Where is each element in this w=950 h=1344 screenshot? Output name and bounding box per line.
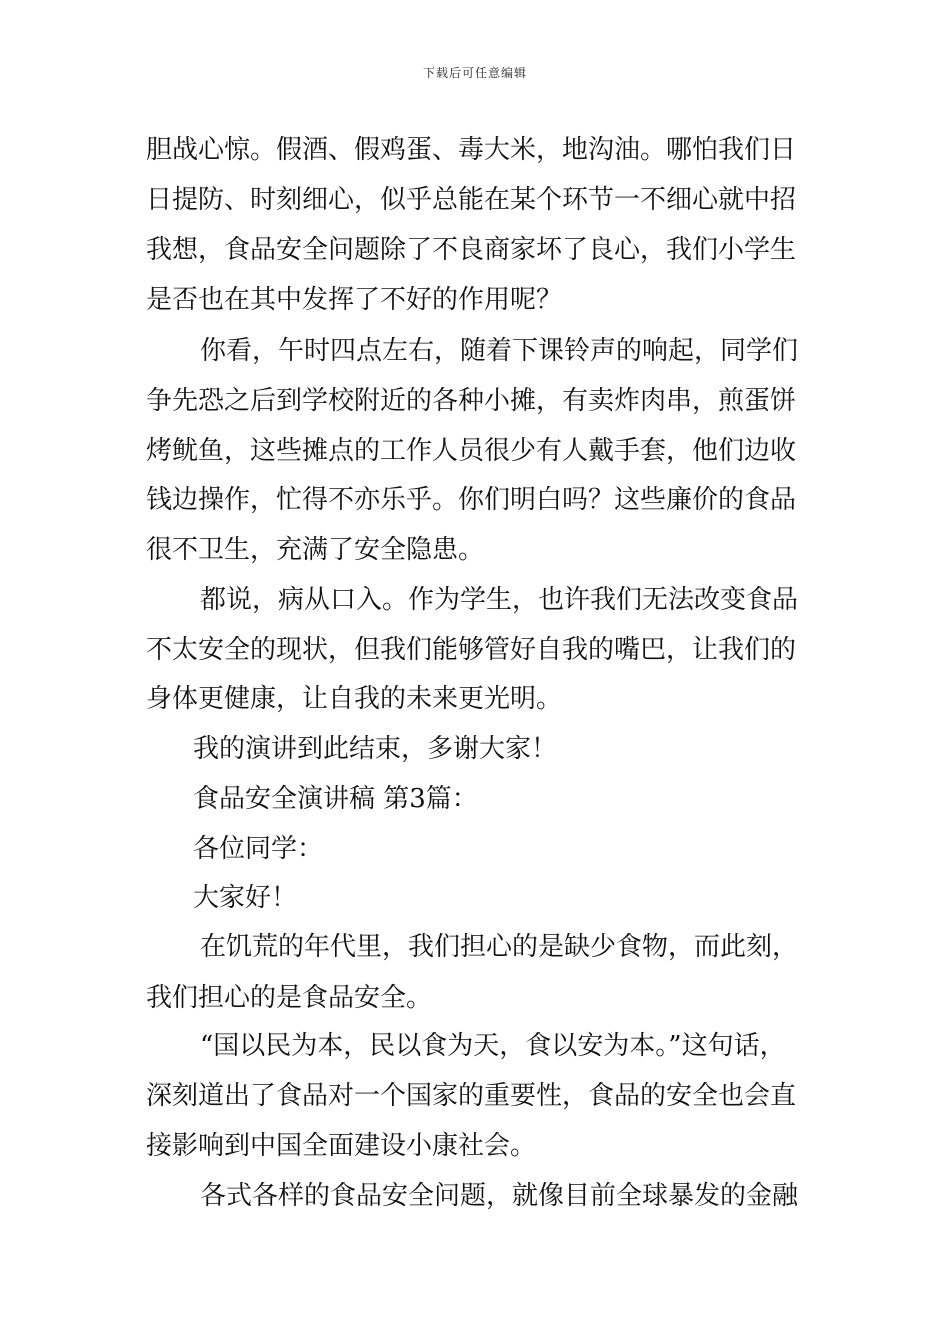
text-line-10: 都说，病从口入。作为学生，也许我们无法改变食品	[200, 585, 799, 615]
text-line-7: 烤鱿鱼，这些摊点的工作人员很少有人戴手套，他们边收	[146, 436, 797, 466]
text-line-5: 你看，午时四点左右，随着下课铃声的响起，同学们	[200, 336, 799, 366]
text-line-9: 很不卫生，充满了安全隐患。	[146, 535, 485, 565]
text-line-8: 钱边操作，忙得不亦乐乎。你们明白吗？这些廉价的食品	[146, 485, 797, 515]
text-line-22: 各式各样的食品安全问题，就像目前全球暴发的金融	[200, 1181, 799, 1211]
text-line-4: 是否也在其中发挥了不好的作用呢？	[146, 285, 563, 315]
text-line-17: 在饥荒的年代里，我们担心的是缺少食物，而此刻，	[200, 932, 799, 962]
text-line-16: 大家好！	[193, 883, 298, 913]
text-line-12: 身体更健康，让自我的未来更光明。	[146, 684, 563, 714]
text-line-15: 各位同学：	[193, 834, 324, 864]
text-line-13: 我的演讲到此结束，多谢大家！	[193, 734, 558, 764]
text-line-14: 食品安全演讲稿 第3篇：	[193, 784, 478, 814]
text-line-1: 胆战心惊。假酒、假鸡蛋、毒大米，地沟油。哪怕我们日	[146, 135, 797, 165]
text-line-6: 争先恐之后到学校附近的各种小摊，有卖炸肉串，煎蛋饼	[146, 386, 797, 416]
text-line-20: 深刻道出了食品对一个国家的重要性，食品的安全也会直	[146, 1081, 797, 1111]
text-line-11: 不太安全的现状，但我们能够管好自我的嘴巴，让我们的	[146, 635, 797, 665]
text-line-19: “国以民为本，民以食为天，食以安为本。”这句话，	[200, 1031, 786, 1061]
text-line-21: 接影响到中国全面建设小康社会。	[146, 1131, 537, 1161]
text-line-18: 我们担心的是食品安全。	[146, 983, 433, 1013]
text-line-3: 我想，食品安全问题除了不良商家坏了良心，我们小学生	[146, 235, 797, 265]
text-line-2: 日提防、时刻细心，似乎总能在某个环节一不细心就中招	[146, 185, 797, 215]
page-header: 下载后可任意编辑	[422, 66, 527, 80]
